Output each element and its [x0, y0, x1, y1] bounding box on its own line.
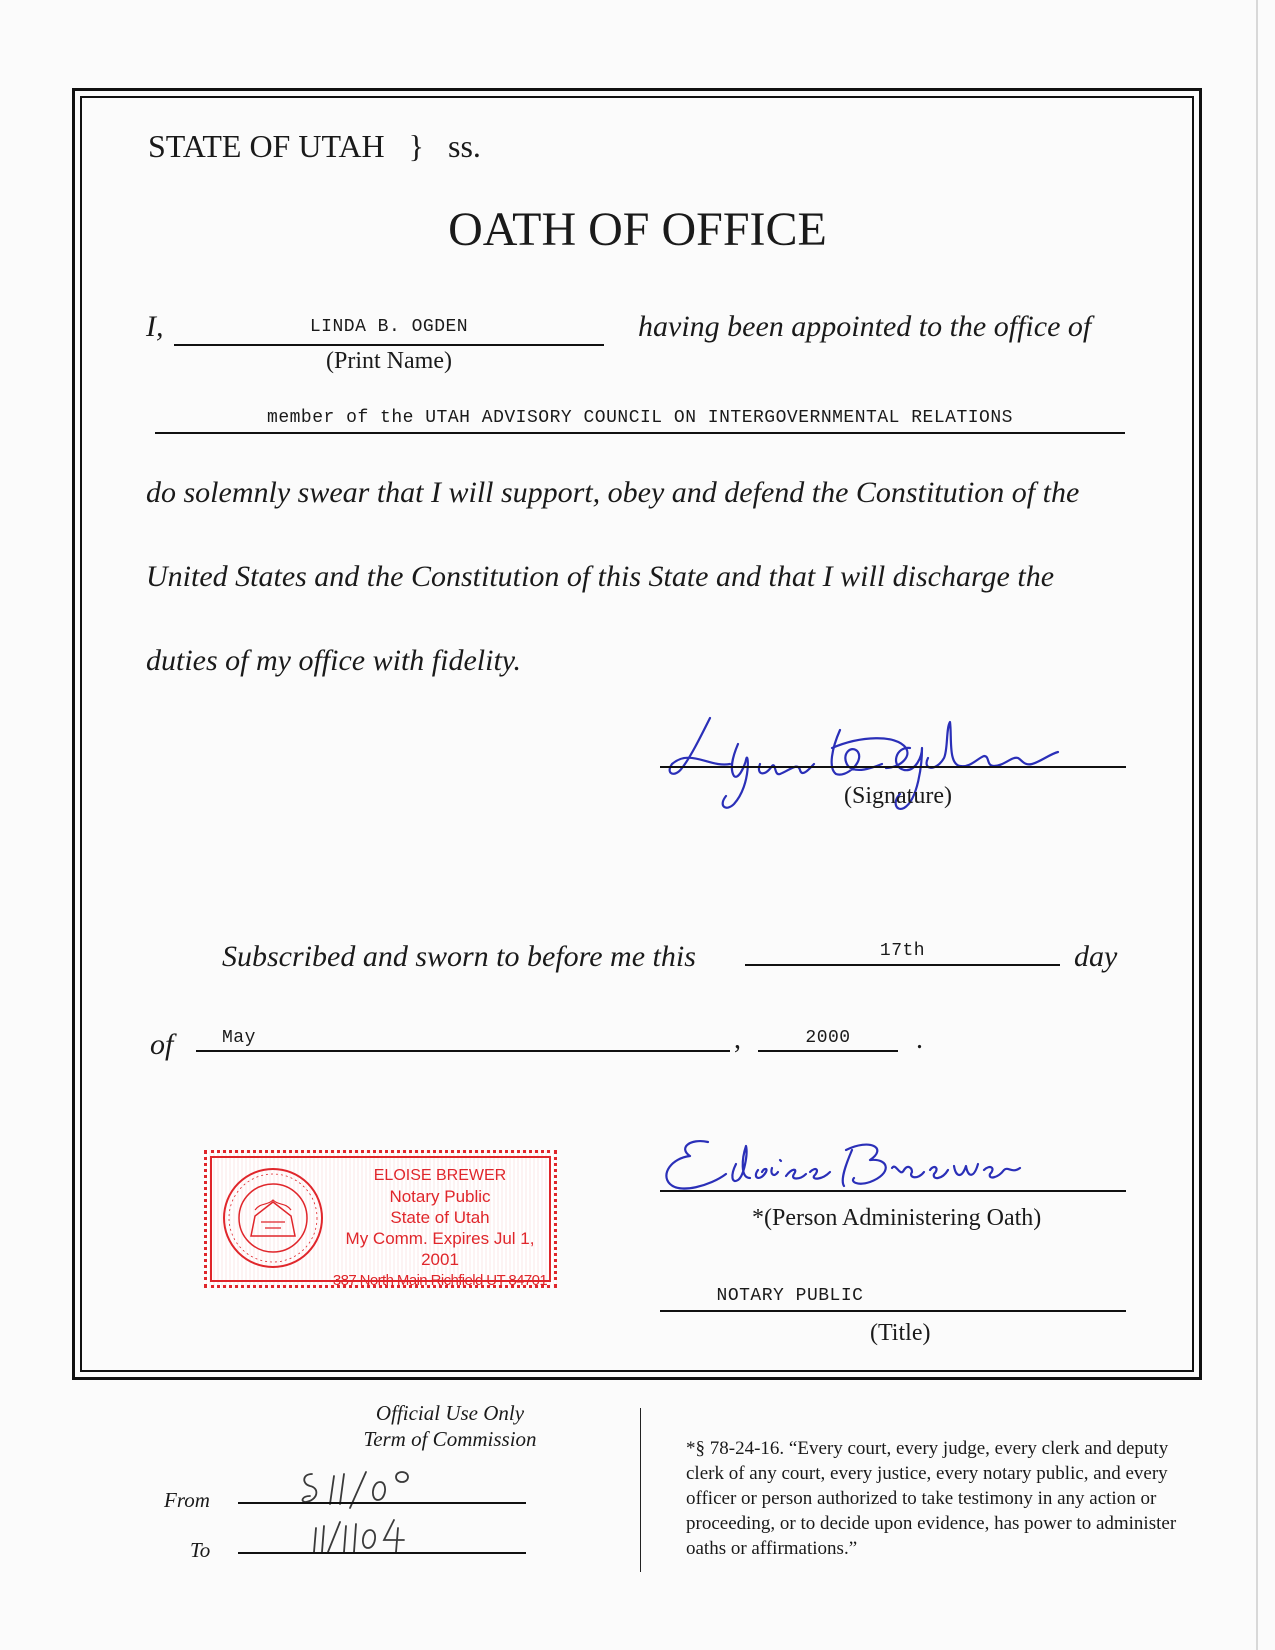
document-title: OATH OF OFFICE [448, 203, 827, 256]
to-line [238, 1552, 526, 1554]
state-name: STATE OF UTAH [148, 128, 385, 164]
statute-footnote: *§ 78-24-16. “Every court, every judge, every clerk and deputy clerk of any court, every justice, every notary public, and every officer or person authorized to take testimony in any action or proceeding, or to decide upon evidence, has power to administer oaths or affirmations.” [686, 1438, 1177, 1559]
stamp-expiry: My Comm. Expires Jul 1, 2001 [345, 1229, 535, 1269]
signature-line [660, 766, 1126, 768]
handwritten-to-date [310, 1516, 420, 1556]
footer-divider [640, 1408, 641, 1572]
stamp-address: 387 North Main Richfield UT 84701 [332, 1272, 548, 1289]
signature-caption: (Signature) [844, 783, 952, 809]
to-label: To [190, 1538, 211, 1562]
oath-body-line-2: United States and the Constitution of this State and that I will discharge the [146, 560, 1055, 593]
administrator-caption: *(Person Administering Oath) [752, 1205, 1042, 1231]
office-line [155, 432, 1125, 434]
oath-body-line-3: duties of my office with fidelity. [146, 644, 521, 677]
print-name-line [174, 344, 604, 346]
from-line [238, 1502, 526, 1504]
print-name-caption: (Print Name) [326, 348, 452, 374]
stamp-notary-public: Notary Public [389, 1187, 491, 1206]
official-use-line-1: Official Use Only [375, 1401, 525, 1425]
administrator-title-value: NOTARY PUBLIC [716, 1286, 864, 1306]
period: . [916, 1024, 923, 1055]
year-value: 2000 [805, 1028, 851, 1048]
office-value: member of the UTAH ADVISORY COUNCIL ON INTERGOVERNMENTAL RELATIONS [267, 408, 1013, 428]
official-use-line-2: Term of Commission [363, 1427, 537, 1451]
subscribed-text: Subscribed and sworn to before me this [222, 940, 696, 973]
year-line [758, 1050, 898, 1052]
administrator-title-line [660, 1310, 1126, 1312]
day-value: 17th [879, 941, 926, 961]
day-label: day [1074, 940, 1118, 973]
i-label: I, [146, 310, 164, 343]
day-line [745, 964, 1060, 966]
month-value: May [222, 1028, 256, 1048]
state-seal-icon [221, 1166, 325, 1270]
comma: , [734, 1024, 741, 1055]
official-use-heading [250, 1400, 650, 1452]
administrator-signature-line [660, 1190, 1126, 1192]
stamp-notary-name: ELOISE BREWER [373, 1167, 507, 1184]
print-name-value: LINDA B. OGDEN [309, 317, 469, 337]
month-line [196, 1050, 730, 1052]
stamp-state: State of Utah [390, 1208, 490, 1227]
handwritten-from-date [298, 1468, 428, 1512]
state-heading [148, 128, 481, 165]
administrator-title-caption: (Title) [870, 1320, 931, 1346]
from-label: From [164, 1488, 210, 1512]
brace: } [408, 128, 425, 164]
appointed-text: having been appointed to the office of [638, 310, 1092, 343]
stamp-text [325, 1165, 555, 1291]
ss-label: ss. [448, 128, 481, 164]
of-label: of [150, 1028, 174, 1061]
notary-stamp [204, 1150, 557, 1288]
signature-eloise-brewer [660, 1134, 1040, 1204]
oath-body-line-1: do solemnly swear that I will support, obey and defend the Constitution of the [146, 476, 1080, 509]
